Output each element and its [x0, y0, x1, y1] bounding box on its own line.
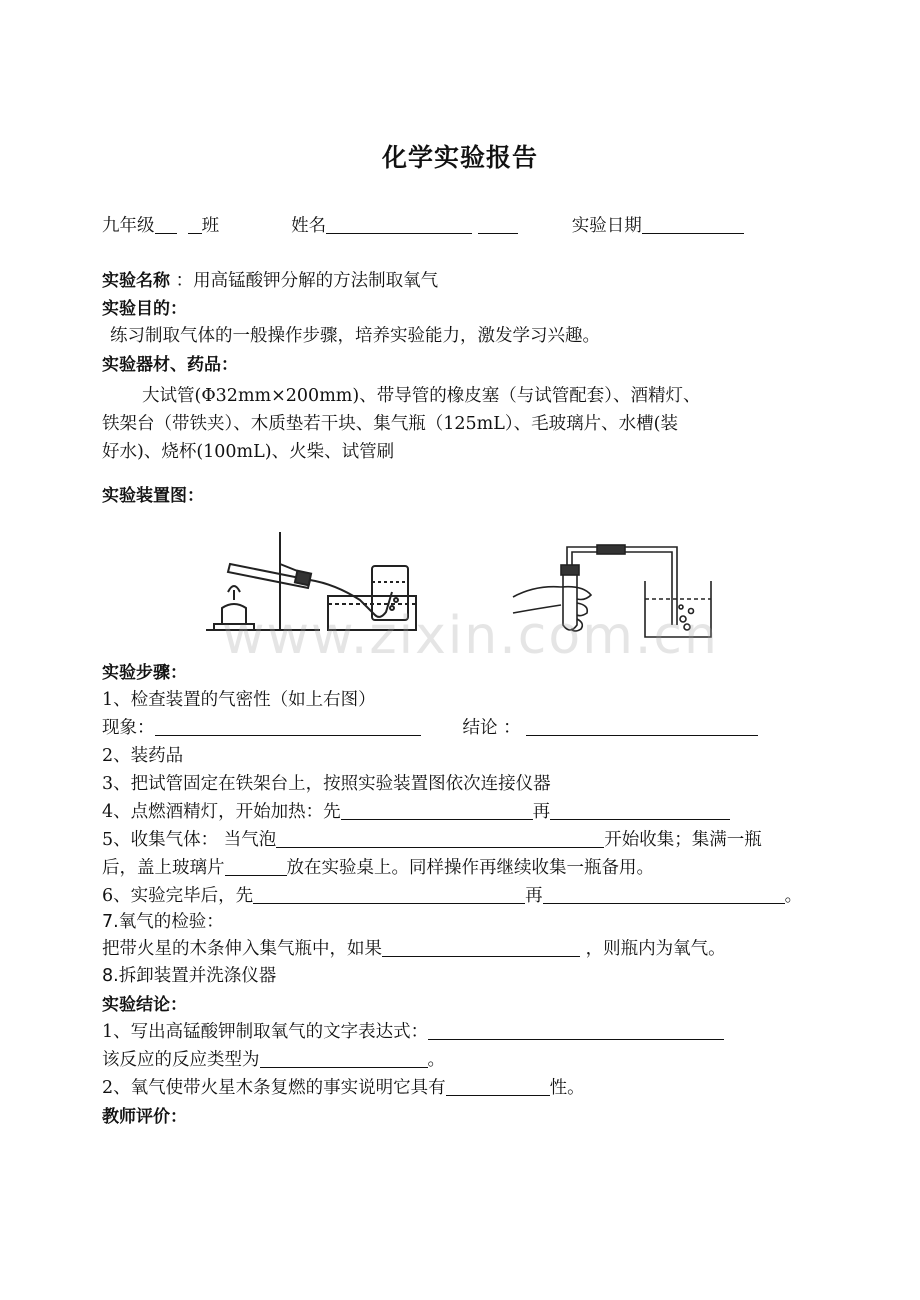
materials-line-2: 铁架台（带铁夹）、木质垫若干块、集气瓶（125mL）、毛玻璃片、水槽(装: [102, 414, 678, 434]
materials-line-3: 好水)、烧杯(100mL)、火柴、试管刷: [102, 442, 395, 462]
step-5-text-b: 开始收集；集满一瓶: [604, 830, 762, 850]
materials-line-1: 大试管(Φ32mm×200mm)、带导管的橡皮塞（与试管配套）、酒精灯、: [142, 386, 701, 406]
conclusion-1: [102, 1018, 724, 1043]
conclusion-1b: [102, 1046, 445, 1071]
step-6-text-a: 6、实验完毕后，先: [102, 886, 254, 906]
step-5-blank-1[interactable]: [276, 829, 604, 848]
class-label: 班: [201, 216, 220, 236]
step-1: 1、检查装置的气密性（如上右图）: [102, 690, 376, 710]
experiment-name-sep: ：: [175, 271, 194, 291]
step-5-text-c: 后，盖上玻璃片: [102, 858, 225, 878]
conclusion-2: [102, 1074, 585, 1099]
step-6-text-b: 再: [525, 886, 543, 906]
apparatus-label: 实验装置图：: [102, 486, 204, 506]
step-1-result-line: [102, 714, 758, 739]
conclusion-1-text: 1、写出高锰酸钾制取氧气的文字表达式：: [102, 1022, 429, 1042]
step-6: [102, 882, 802, 907]
page-title: 化学实验报告: [381, 143, 538, 172]
step-1-conclusion-blank[interactable]: [526, 717, 758, 736]
purpose-text: 练习制取气体的一般操作步骤，培养实验能力，激发学习兴趣。: [110, 326, 600, 346]
step-5-blank-2[interactable]: [225, 857, 287, 876]
name-label: 姓名: [291, 216, 327, 236]
date-blank[interactable]: [642, 215, 744, 234]
step-4-text-a: 4、点燃酒精灯，开始加热：先: [102, 802, 341, 822]
reaction-type-label: 该反应的反应类型为: [102, 1050, 260, 1070]
step-7-text-b: ，则瓶内为氧气。: [585, 939, 726, 959]
name-blank[interactable]: [326, 215, 472, 234]
step-8: 8.拆卸装置并洗涤仪器: [102, 966, 277, 986]
step-4-blank-1[interactable]: [341, 801, 533, 820]
experiment-name-value: 用高锰酸钾分解的方法制取氧气: [193, 271, 439, 291]
step-5-cont: [102, 854, 654, 879]
step-6-blank-2[interactable]: [543, 885, 785, 904]
step-4-blank-2[interactable]: [550, 801, 730, 820]
date-label: 实验日期: [571, 216, 642, 236]
step-6-blank-1[interactable]: [253, 885, 525, 904]
word-equation-blank[interactable]: [428, 1021, 724, 1040]
step-3: 3、把试管固定在铁架台上，按照实验装置图依次连接仪器: [102, 774, 551, 794]
grade-blank[interactable]: [155, 215, 177, 234]
conclusion-2-text-a: 2、氧气使带火星木条复燃的事实说明它具有: [102, 1078, 446, 1098]
teacher-comment-label: 教师评价：: [102, 1107, 187, 1127]
purpose-label: 实验目的：: [102, 299, 187, 319]
step-7-blank[interactable]: [382, 938, 580, 957]
class-blank[interactable]: [188, 215, 202, 234]
header-line: [102, 212, 744, 237]
grade-label: 九年级: [102, 216, 155, 236]
experiment-name-line: [102, 266, 438, 292]
materials-label: 实验器材、药品：: [102, 355, 238, 375]
phenomenon-blank[interactable]: [155, 717, 421, 736]
step-2: 2、装药品: [102, 746, 184, 766]
conclusion-label: 结论 ：: [462, 718, 521, 738]
step-6-text-c: 。: [784, 886, 803, 906]
conclusion-label: 实验结论：: [102, 995, 187, 1015]
conclusion-2-text-b: 性。: [549, 1078, 585, 1098]
step-7-text-a: 把带火星的木条伸入集气瓶中，如果: [102, 939, 382, 959]
reaction-type-blank[interactable]: [260, 1049, 428, 1068]
experiment-name-label: 实验名称: [102, 271, 170, 291]
reaction-type-end: 。: [427, 1050, 445, 1070]
step-5-text-d: 放在实验桌上。同样操作再继续收集一瓶备用。: [286, 858, 654, 878]
property-blank[interactable]: [446, 1077, 550, 1096]
step-7: 7.氧气的检验：: [102, 912, 224, 932]
step-4: [102, 798, 730, 823]
step-4-text-b: 再: [532, 802, 551, 822]
watermark: www.zixin.com.cn: [222, 606, 719, 666]
step-5-text-a: 5、收集气体： 当气泡: [102, 830, 277, 850]
step-5: [102, 826, 762, 851]
step-7-test: [102, 935, 726, 960]
steps-label: 实验步骤：: [102, 663, 187, 683]
name-blank-2[interactable]: [478, 215, 518, 234]
phenomenon-label: 现象：: [102, 718, 155, 738]
